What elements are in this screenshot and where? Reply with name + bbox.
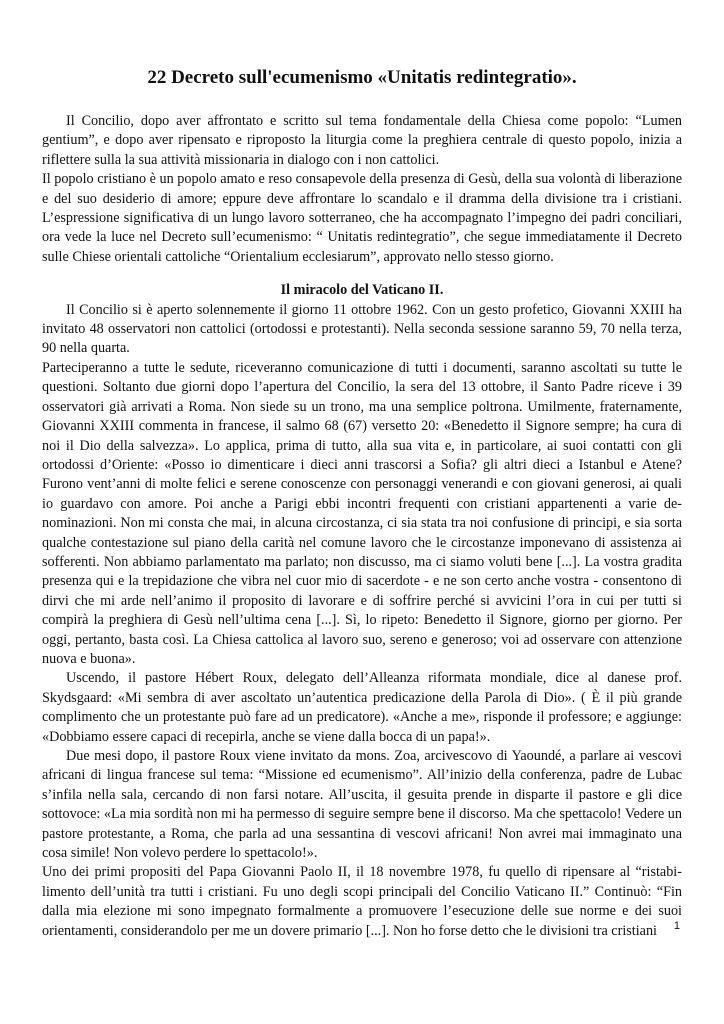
document-page xyxy=(42,66,682,941)
section-paragraph-5: Uno dei primi propositi del Papa Giovanni Paolo II, il 18 novembre 1978, fu quello di ripensare al “ristabilimento dell’unità tra tutti i cristiani. Fu uno degli scopi principali del Concilio Vaticano II.” Continuò: “Fin dalla mia elezione mi sono impegnato formalmente a promuovere l’esecuzione delle sue norme e dei suoi orientamenti, considerandolo per me un dovere primario [...]. Non ho forse detto che le divisioni tra cristiani xyxy=(42,864,682,939)
section-paragraph-2: Parteciperanno a tutte le sedute, riceveranno comunicazione di tutti i documenti, saranno ascoltati su tutte le questioni. Soltanto due giorni dopo l’apertura del Concilio, la sera del 13 ottobre, il Santo Padre riceve i 39 osservatori già arrivati a Roma. Non siede su un trono, ma una semplice poltrona. Umilmente, fraternamente, Giovanni XXIII commenta in francese, il salmo 68 (67) versetto 20: «Benedetto il Signore sempre; ha cura di noi il Dio della salvezza». Lo applica, prima di tutto, alla sua vita e, in particolare, ai suoi contatti con gli ortodossi d’Oriente: «Posso io dimenticare i dieci anni trascorsi a Sofia? gli altri dieci a Istanbul e Atene? Furono vent’anni di molte felici e serene conoscenze con personaggi venerandi e con giovani generosi, ai quali io guardavo con amore. Poi anche a Parigi ebbi incontri frequenti con cristiani appartenenti a varie denominazioni. Non mi consta che mai, in alcuna circostanza, ci sia stata tra noi confusione di principi, e sia sorta qualche contestazione sul piano della carità nel comune lavoro che le circostanze imponevano di assistenza ai sofferenti. Non abbiamo parlamentato ma parlato; non discusso, ma ci siamo voluti bene [...]. La vostra gradita presenza qui e la trepidazione che vibra nel cuor mio di sacerdote - e ne son certo anche vostra - consentono di dirvi che mi arde nell’animo il proposito di lavorare e di soffrire perché si avvicini l’ora in cui per tutti si compirà la preghiera di Gesù nell’ultima cena [...]. Sì, lo ripeto: Benedetto il Signore, giorno per giorno. Per oggi, pertanto, basta così. La Chiesa cattolica al lavoro suo, sereno e generoso; voi ad osservare con attenzione nuova e buona». xyxy=(42,359,682,667)
document-title: 22 Decreto sull'ecumenismo «Unitatis redintegratio». xyxy=(147,67,577,88)
page-number: 1 xyxy=(673,920,680,932)
intro-paragraph-2: Il popolo cristiano è un popolo amato e reso consapevole della presenza di Gesù, della sua volontà di liberazione e del suo desiderio di amore; eppure deve affrontare lo scandalo e il dramma della divisione tra i cristiani. L’espressione significativa di un lungo lavoro sotterraneo, che ha accompagnato l’impegno dei padri conciliari, ora vede la luce nel Decreto sull’ecumenismo: “ Unitatis redintegratio”, che segue immediatamente il Decreto sulle Chiese orientali cattoliche “Orientalium ecclesiarum”, approvato nello stesso giorno. xyxy=(42,171,682,265)
section-paragraph-4: Due mesi dopo, il pastore Roux viene invitato da mons. Zoa, arcivescovo di Yaoundé, a parlare ai vescovi africani di lingua francese sul tema: “Missione ed ecumenismo”. All’inizio della conferenza, padre de Lubac s’infila nella sala, cercando di non farsi notare. All’uscita, il gesuita prende in disparte il pastore e gli dice sottovoce: «La mia sordità non mi ha permesso di seguire sempre bene il discorso. Ma che spettacolo! Vedere un pastore protestante, a Roma, che parla ad una sessantina di vescovi africani! Non avrei mai immaginato una cosa simile! Non volevo perdere lo spettacolo!». xyxy=(42,748,682,862)
intro-paragraph-1: Il Concilio, dopo aver affrontato e scritto sul tema fondamentale della Chiesa come popolo: “Lumen gentium”, e dopo aver ripensato e riproposto la liturgia come la preghiera centrale di questo popolo, inizia a riflettere sulla la sua attività missionaria in dialogo con i non cattolici. xyxy=(42,113,682,168)
section-title: Il miracolo del Vaticano II. xyxy=(280,282,444,299)
section-paragraph-3: Uscendo, il pastore Hébert Roux, delegato dell’Alleanza riformata mondiale, dice al danese prof. Skydsgaard: «Mi sembra di aver ascoltato un’autentica predicazione della Parola di Dio». ( È il più grande complimento che un protestante può fare ad un predicatore). «Anche a me», risponde il professore; e aggiunge: «Dobbiamo essere capaci di recepirla, anche se viene dalla bocca di un papa!». xyxy=(42,670,682,745)
section-paragraph-1: Il Concilio si è aperto solennemente il giorno 11 ottobre 1962. Con un gesto profetico, Giovanni XXIII ha invitato 48 osservatori non cattolici (ortodossi e protestanti). Nella seconda sessione saranno 59, 70 nella terza, 90 nella quarta. xyxy=(42,301,682,357)
